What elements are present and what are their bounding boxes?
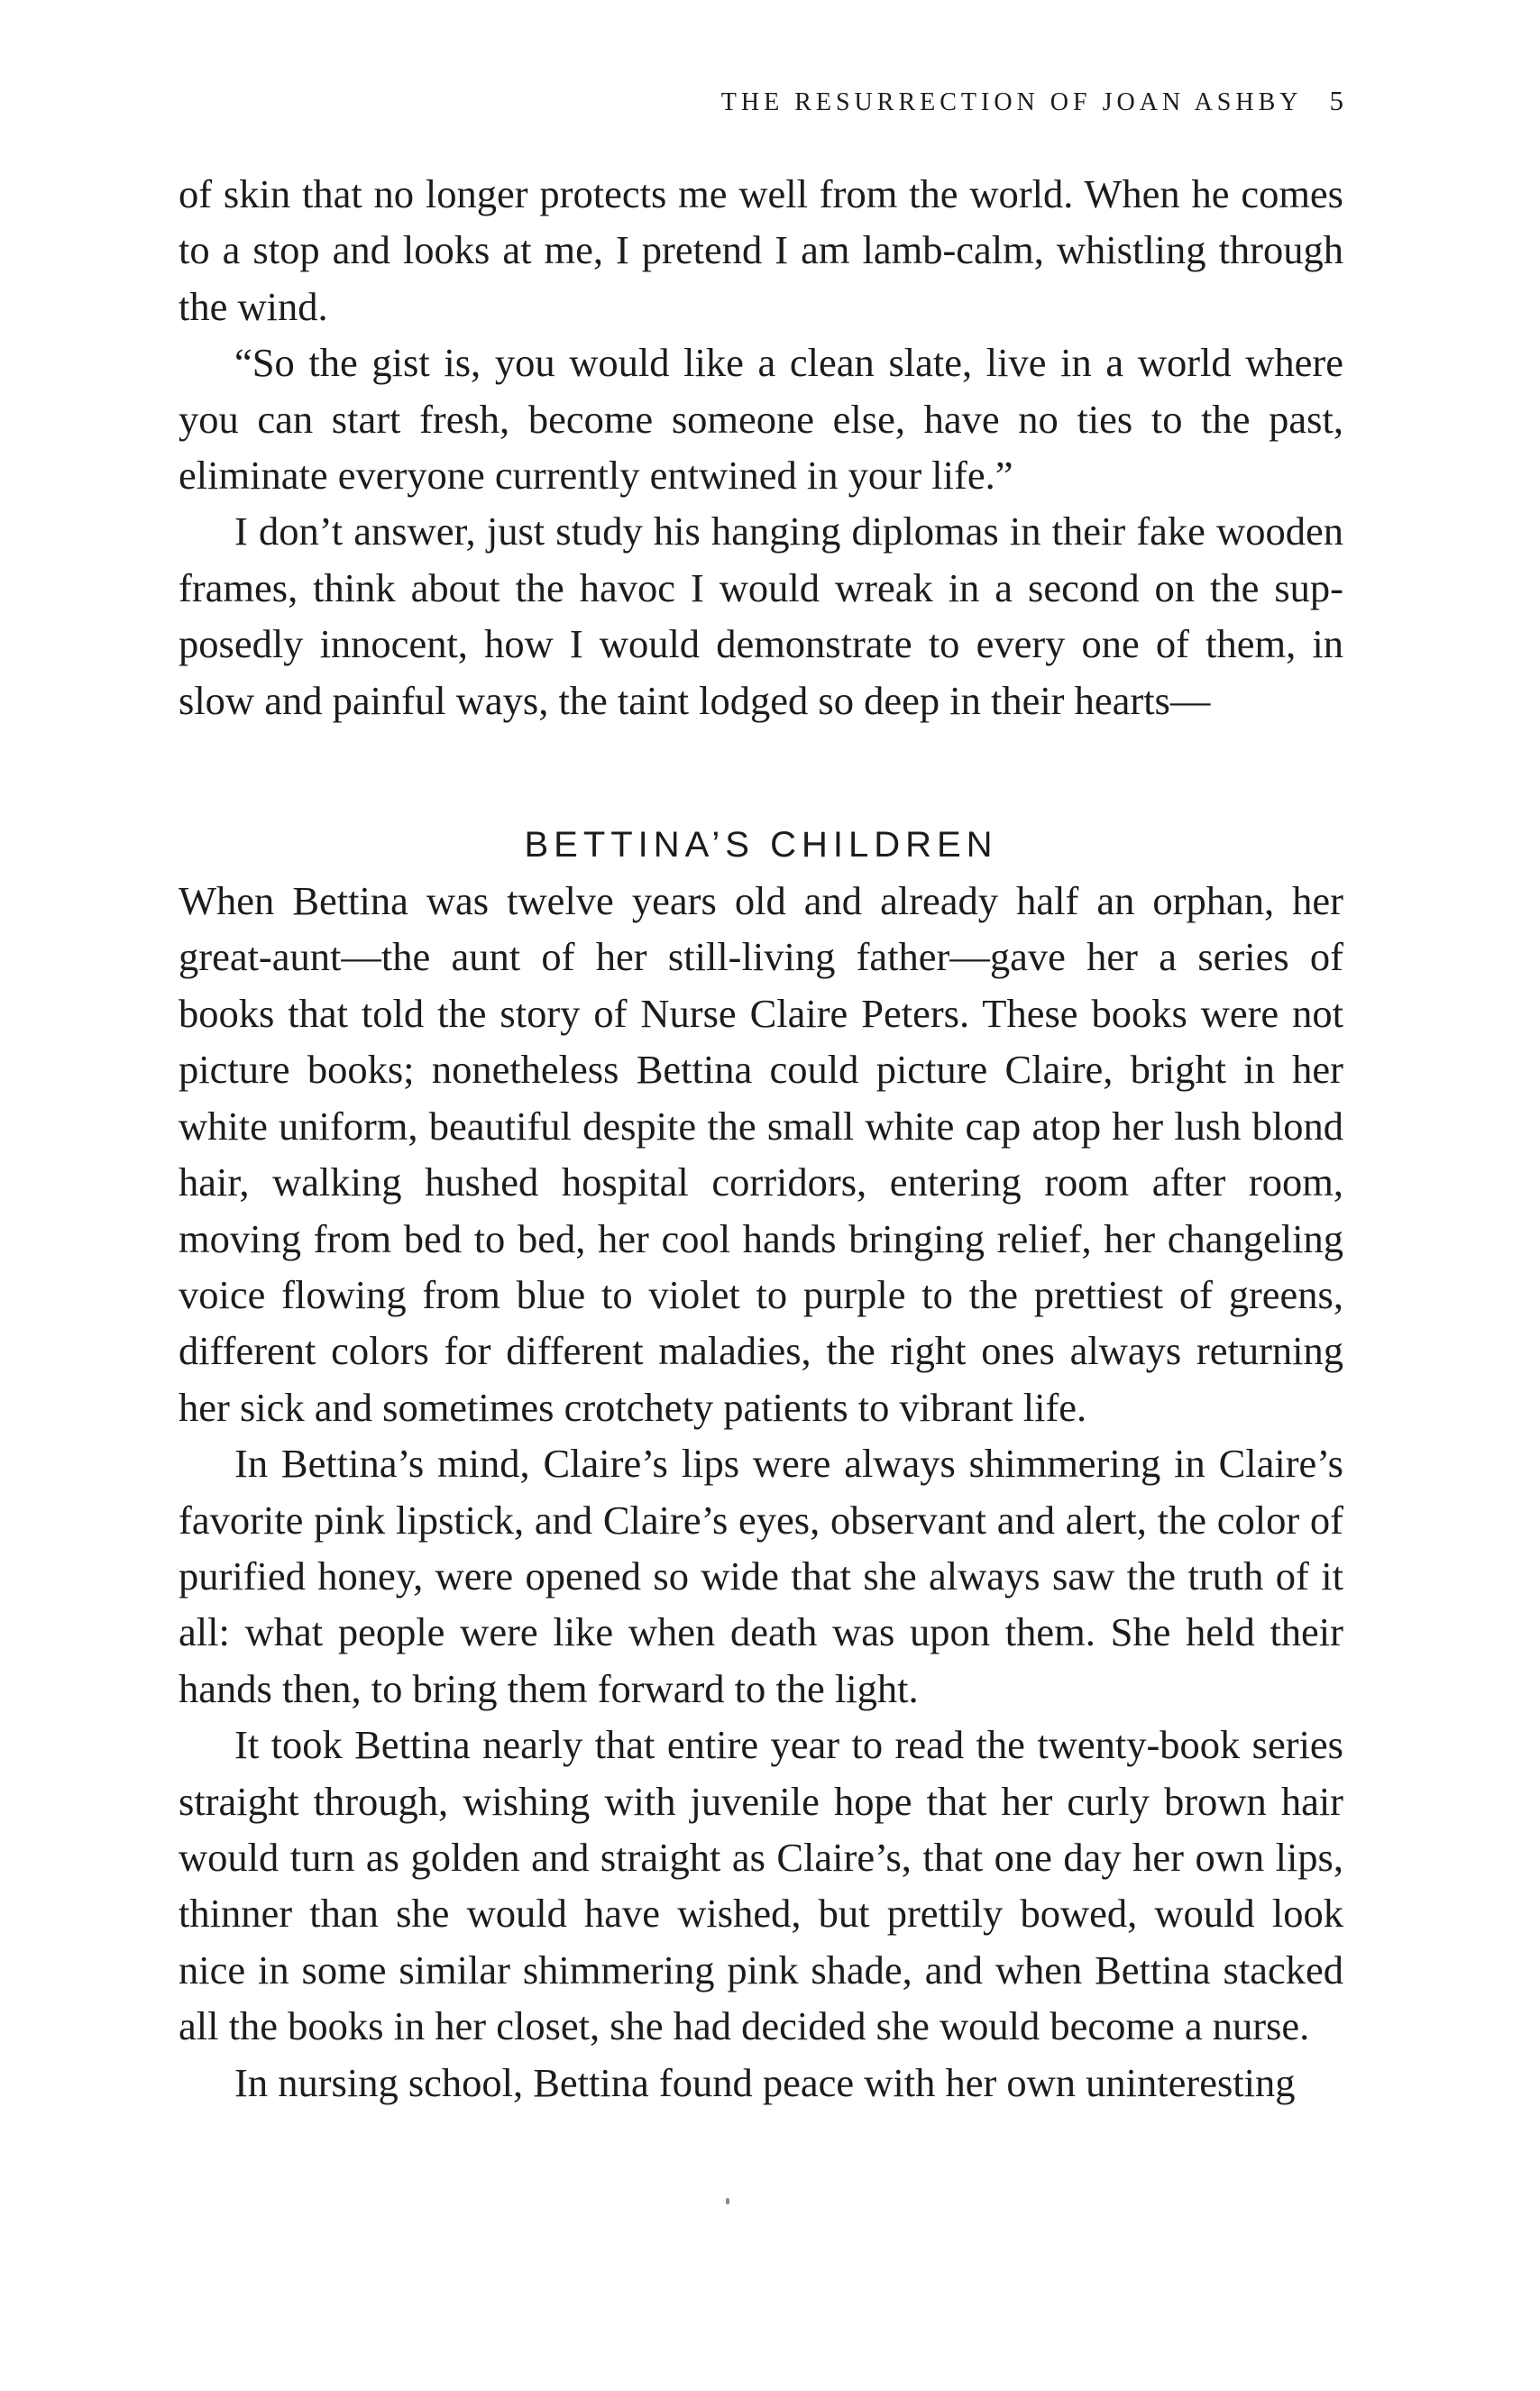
last-line-paragraph: In nursing school, Bettina found peace with her own uninteresting [234,2059,1296,2105]
page-number: 5 [1329,85,1343,116]
paragraph: It took Bettina nearly that entire year to read the twenty-book series straight through, wishing with juvenile hope that her curly brown hair would turn as golden and straight as Claire’s, that one day her own lips, thinner than she would have wished, but prettily bowed, would look nice in some similar shimmering pink shade, and when Bettina stacked all the books in her closet, she had decided she would become a nurse. [179,1722,1343,2049]
section-title: BETTINA’S CHILDREN [524,825,998,866]
print-speck [726,2198,729,2204]
body-text [179,166,1343,2111]
section-break [179,728,1343,817]
running-title: THE RESURRECTION OF JOAN ASHBY [720,88,1303,116]
paragraph: In Bettina’s mind, Claire’s lips were always shimmering in Claire’s favorite pink lipstick, and Claire’s eyes, observant and alert, the color of purified honey, were opened so wide that she always saw the truth of it all: what people were like when death was upon them. She held their hands then, to bring them forward to the light. [179,1441,1343,1711]
paragraph: “So the gist is, you would like a clean slate, live in a world where you can start fresh, become someone else, have no ties to the past, eliminate everyone currently entwined in your life.” [179,340,1343,499]
paragraph: When Bettina was twelve years old and already half an orphan, her great-aunt—the aunt of her still-living father—gave her a series of books that told the story of Nurse Claire Peters. These books were not picture books; nonetheless Bettina could picture Claire, bright in her white uniform, beautiful despite the small white cap atop her lush blond hair, walking hushed hospital corridors, entering room after room, moving from bed to bed, her cool hands bringing relief, her changeling voice flowing from blue to violet to purple to the prettiest of greens, different colors for different maladies, the right ones always returning her sick and sometimes crotchety patients to vibrant life. [179,878,1343,1430]
book-page [179,0,1343,2391]
paragraph: of skin that no longer protects me well from the world. When he comes to a stop and looks at me, I pretend I am lamb-calm, whistling through the wind. [179,171,1343,329]
paragraph: I don’t answer, just study his hanging diplomas in their fake wooden frames, think about the havoc I would wreak in a second on the supposedly innocent, how I would demonstrate to every one of them, in slow and painful ways, the taint lodged so deep in their hearts— [179,508,1343,723]
running-header [721,85,1343,117]
